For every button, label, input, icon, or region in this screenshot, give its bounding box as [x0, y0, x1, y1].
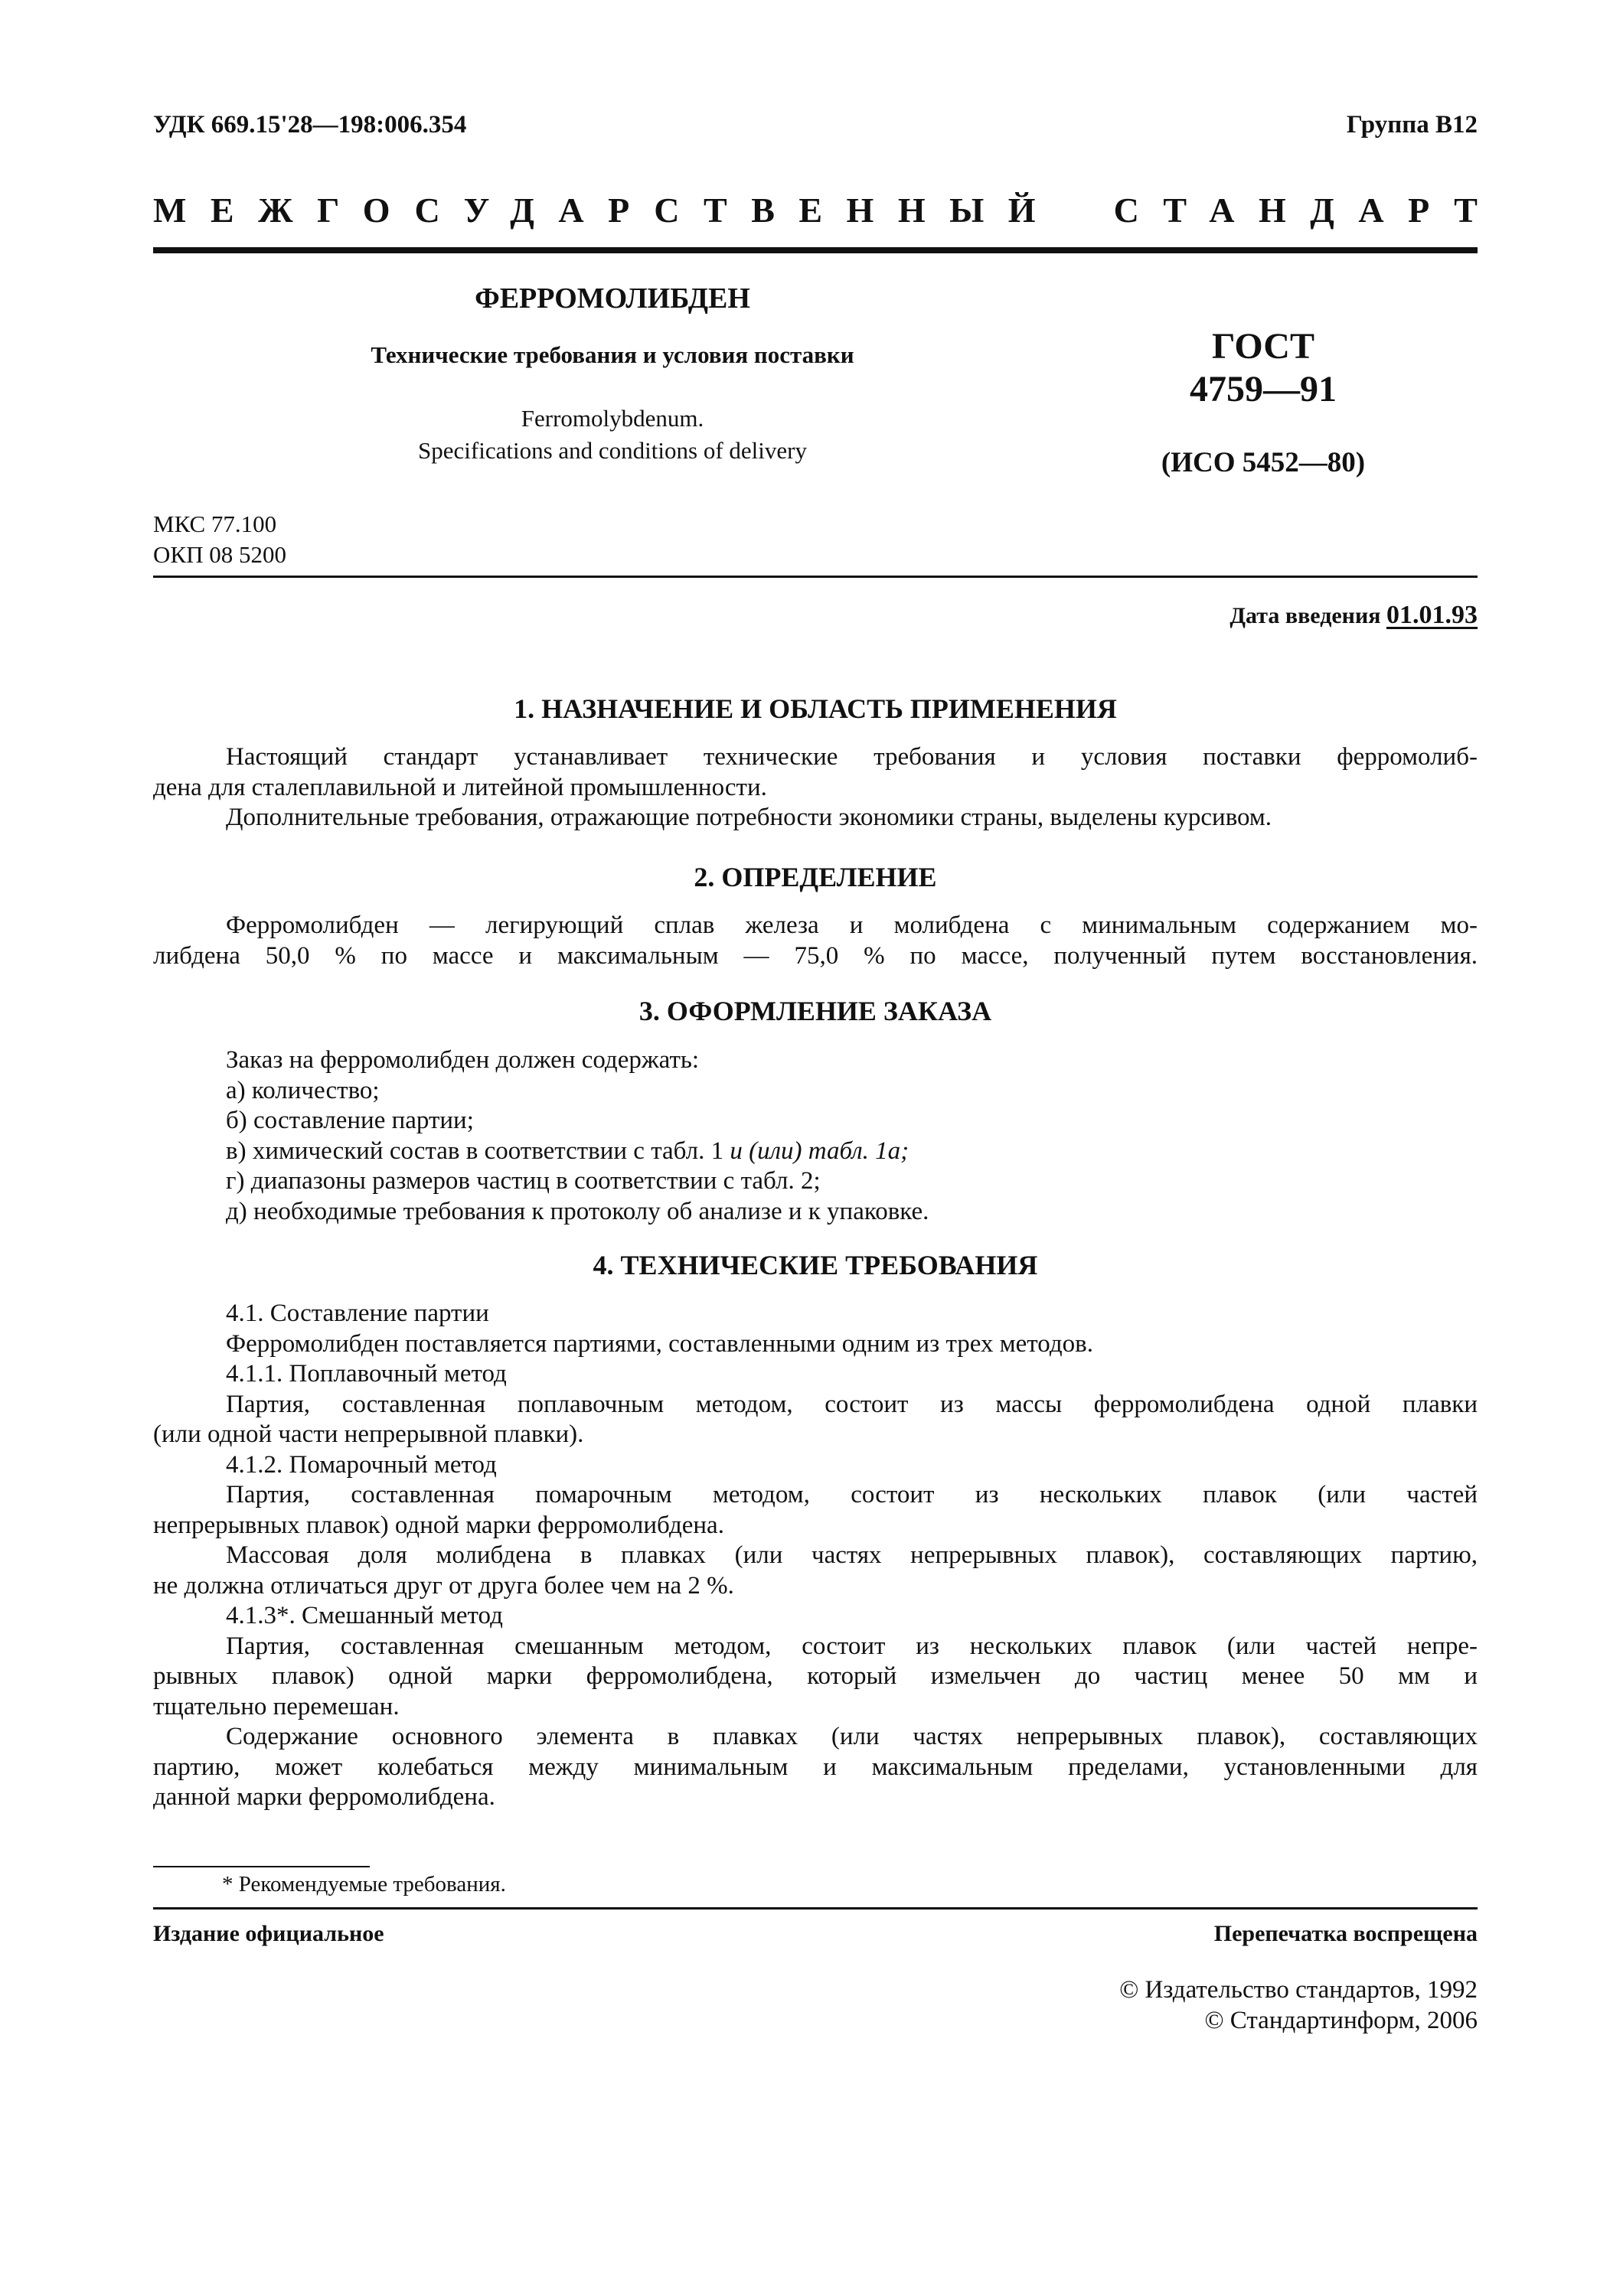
s4-line: 4.1.3*. Смешанный метод	[226, 1602, 503, 1629]
classification-codes	[153, 509, 286, 570]
section-4-body	[153, 1299, 1478, 1813]
s3-item: д) необходимые требования к протоколу об анализе и к упаковке.	[226, 1197, 929, 1225]
udk-code: УДК 669.15'28—198:006.354	[153, 111, 467, 139]
section-2-body	[153, 911, 1478, 971]
s4-line: 4.1.1. Поплавочный метод	[226, 1360, 507, 1388]
footer-reprint-prohibited: Перепечатка воспрещена	[1213, 1921, 1478, 1946]
mks-code: МКС 77.100	[153, 510, 277, 537]
header-top	[153, 111, 1478, 149]
footnote: * Рекомендуемые требования.	[222, 1872, 506, 1896]
s4-line: непрерывных плавок) одной марки ферромолибдена.	[153, 1511, 724, 1539]
s4-line: тщательно перемешан.	[153, 1692, 400, 1720]
codes-rule	[153, 576, 1478, 578]
s4-line: рывных плавок) одной марки ферромолибдена, который измельчен до частиц менее 50 мм и	[153, 1662, 1478, 1690]
title-en-line1: Ferromolybdenum.	[521, 405, 704, 432]
gost-label: ГОСТ	[1212, 326, 1314, 367]
section-2-heading: 2. ОПРЕДЕЛЕНИЕ	[694, 862, 937, 892]
s1-line: Дополнительные требования, отражающие потребности экономики страны, выделены курсивом.	[226, 804, 1272, 831]
s2-line: Ферромолибден — легирующий сплав железа и молибдена с минимальным содержанием мо-	[226, 912, 1478, 939]
copyright-line: © Издательство стандартов, 1992	[1119, 1976, 1478, 2004]
s4-line: Содержание основного элемента в плавках (или частях непрерывных плавок), составляющих	[226, 1723, 1478, 1750]
s4-line: данной марки ферромолибдена.	[153, 1783, 495, 1811]
s4-line: Ферромолибден поставляется партиями, составленными одним из трех методов.	[226, 1329, 1093, 1358]
section-1-body	[153, 742, 1478, 833]
s4-line: Партия, составленная помарочным методом, состоит из нескольких плавок (или частей	[226, 1481, 1478, 1508]
s4-line: Массовая доля молибдена в плавках (или частях непрерывных плавок), составляющих партию,	[226, 1541, 1478, 1569]
banner-interstate: МЕЖГОСУДАРСТВЕННЫЙ	[153, 191, 1060, 230]
s4-line: 4.1. Составление партии	[226, 1300, 489, 1327]
intro-date-label: Дата введения	[1229, 603, 1381, 628]
s4-line: (или одной части непрерывной плавки).	[153, 1420, 584, 1448]
gost-number: 4759—91	[1190, 369, 1337, 409]
section-3-body	[153, 1045, 1478, 1227]
footnote-rule	[153, 1866, 370, 1867]
top-rule	[153, 247, 1478, 253]
s3-item-italic: и (или) табл. 1а;	[723, 1137, 909, 1165]
banner-standard: СТАНДАРТ	[1113, 191, 1502, 230]
s2-line: либдена 50,0 % по массе и максимальным — 75,0 % по массе, полученный путем восстановления.	[153, 941, 1478, 970]
s3-item-text: в) химический состав в соответствии с табл. 1	[226, 1137, 724, 1165]
intro-date-value: 01.01.93	[1386, 601, 1478, 629]
s3-item	[153, 1137, 1478, 1167]
s3-line: Заказ на ферромолибден должен содержать:	[226, 1046, 700, 1074]
copyright-line: © Стандартинформ, 2006	[1204, 2007, 1478, 2034]
footer-rule	[153, 1907, 1478, 1910]
s3-item: г) диапазоны размеров частиц в соответствии с табл. 2;	[226, 1167, 821, 1195]
s4-line: не должна отличаться друг от друга более чем на 2 %.	[153, 1571, 734, 1600]
document-title-en	[230, 403, 995, 467]
okp-code: ОКП 08 5200	[153, 541, 286, 568]
iso-designation: (ИСО 5452—80)	[1161, 447, 1366, 478]
section-3-heading: 3. ОФОРМЛЕНИЕ ЗАКАЗА	[638, 996, 992, 1026]
footer	[153, 1921, 1478, 1955]
s3-item: а) количество;	[226, 1076, 380, 1104]
document-subtitle: Технические требования и условия поставки	[371, 341, 854, 368]
s4-line: Партия, составленная поплавочным методом, состоит из массы ферромолибдена одной плавки	[226, 1390, 1478, 1418]
gost-designation	[1049, 325, 1478, 411]
s3-item: б) составление партии;	[226, 1107, 474, 1134]
title-en-line2: Specifications and conditions of delivery	[418, 437, 807, 464]
s4-line: 4.1.2. Помарочный метод	[226, 1450, 497, 1479]
s1-line: Настоящий стандарт устанавливает технические требования и условия поставки ферромолиб-	[226, 743, 1478, 771]
group-code: Группа В12	[1346, 111, 1478, 139]
s4-line: Партия, составленная смешанным методом, состоит из нескольких плавок (или частей непре-	[226, 1632, 1478, 1660]
footer-official-edition: Издание официальное	[153, 1921, 384, 1946]
interstate-standard-banner	[153, 190, 1502, 236]
s1-line: дена для сталеплавильной и литейной промышленности.	[153, 773, 767, 801]
introduction-date	[1229, 601, 1478, 630]
section-4-heading: 4. ТЕХНИЧЕСКИЕ ТРЕБОВАНИЯ	[593, 1250, 1038, 1280]
copyright-block	[1119, 1975, 1478, 2036]
section-1-heading: 1. НАЗНАЧЕНИЕ И ОБЛАСТЬ ПРИМЕНЕНИЯ	[514, 693, 1117, 724]
document-title: ФЕРРОМОЛИБДЕН	[475, 282, 750, 315]
s4-line: партию, может колебаться между минимальным и максимальным пределами, установленными для	[153, 1753, 1478, 1781]
